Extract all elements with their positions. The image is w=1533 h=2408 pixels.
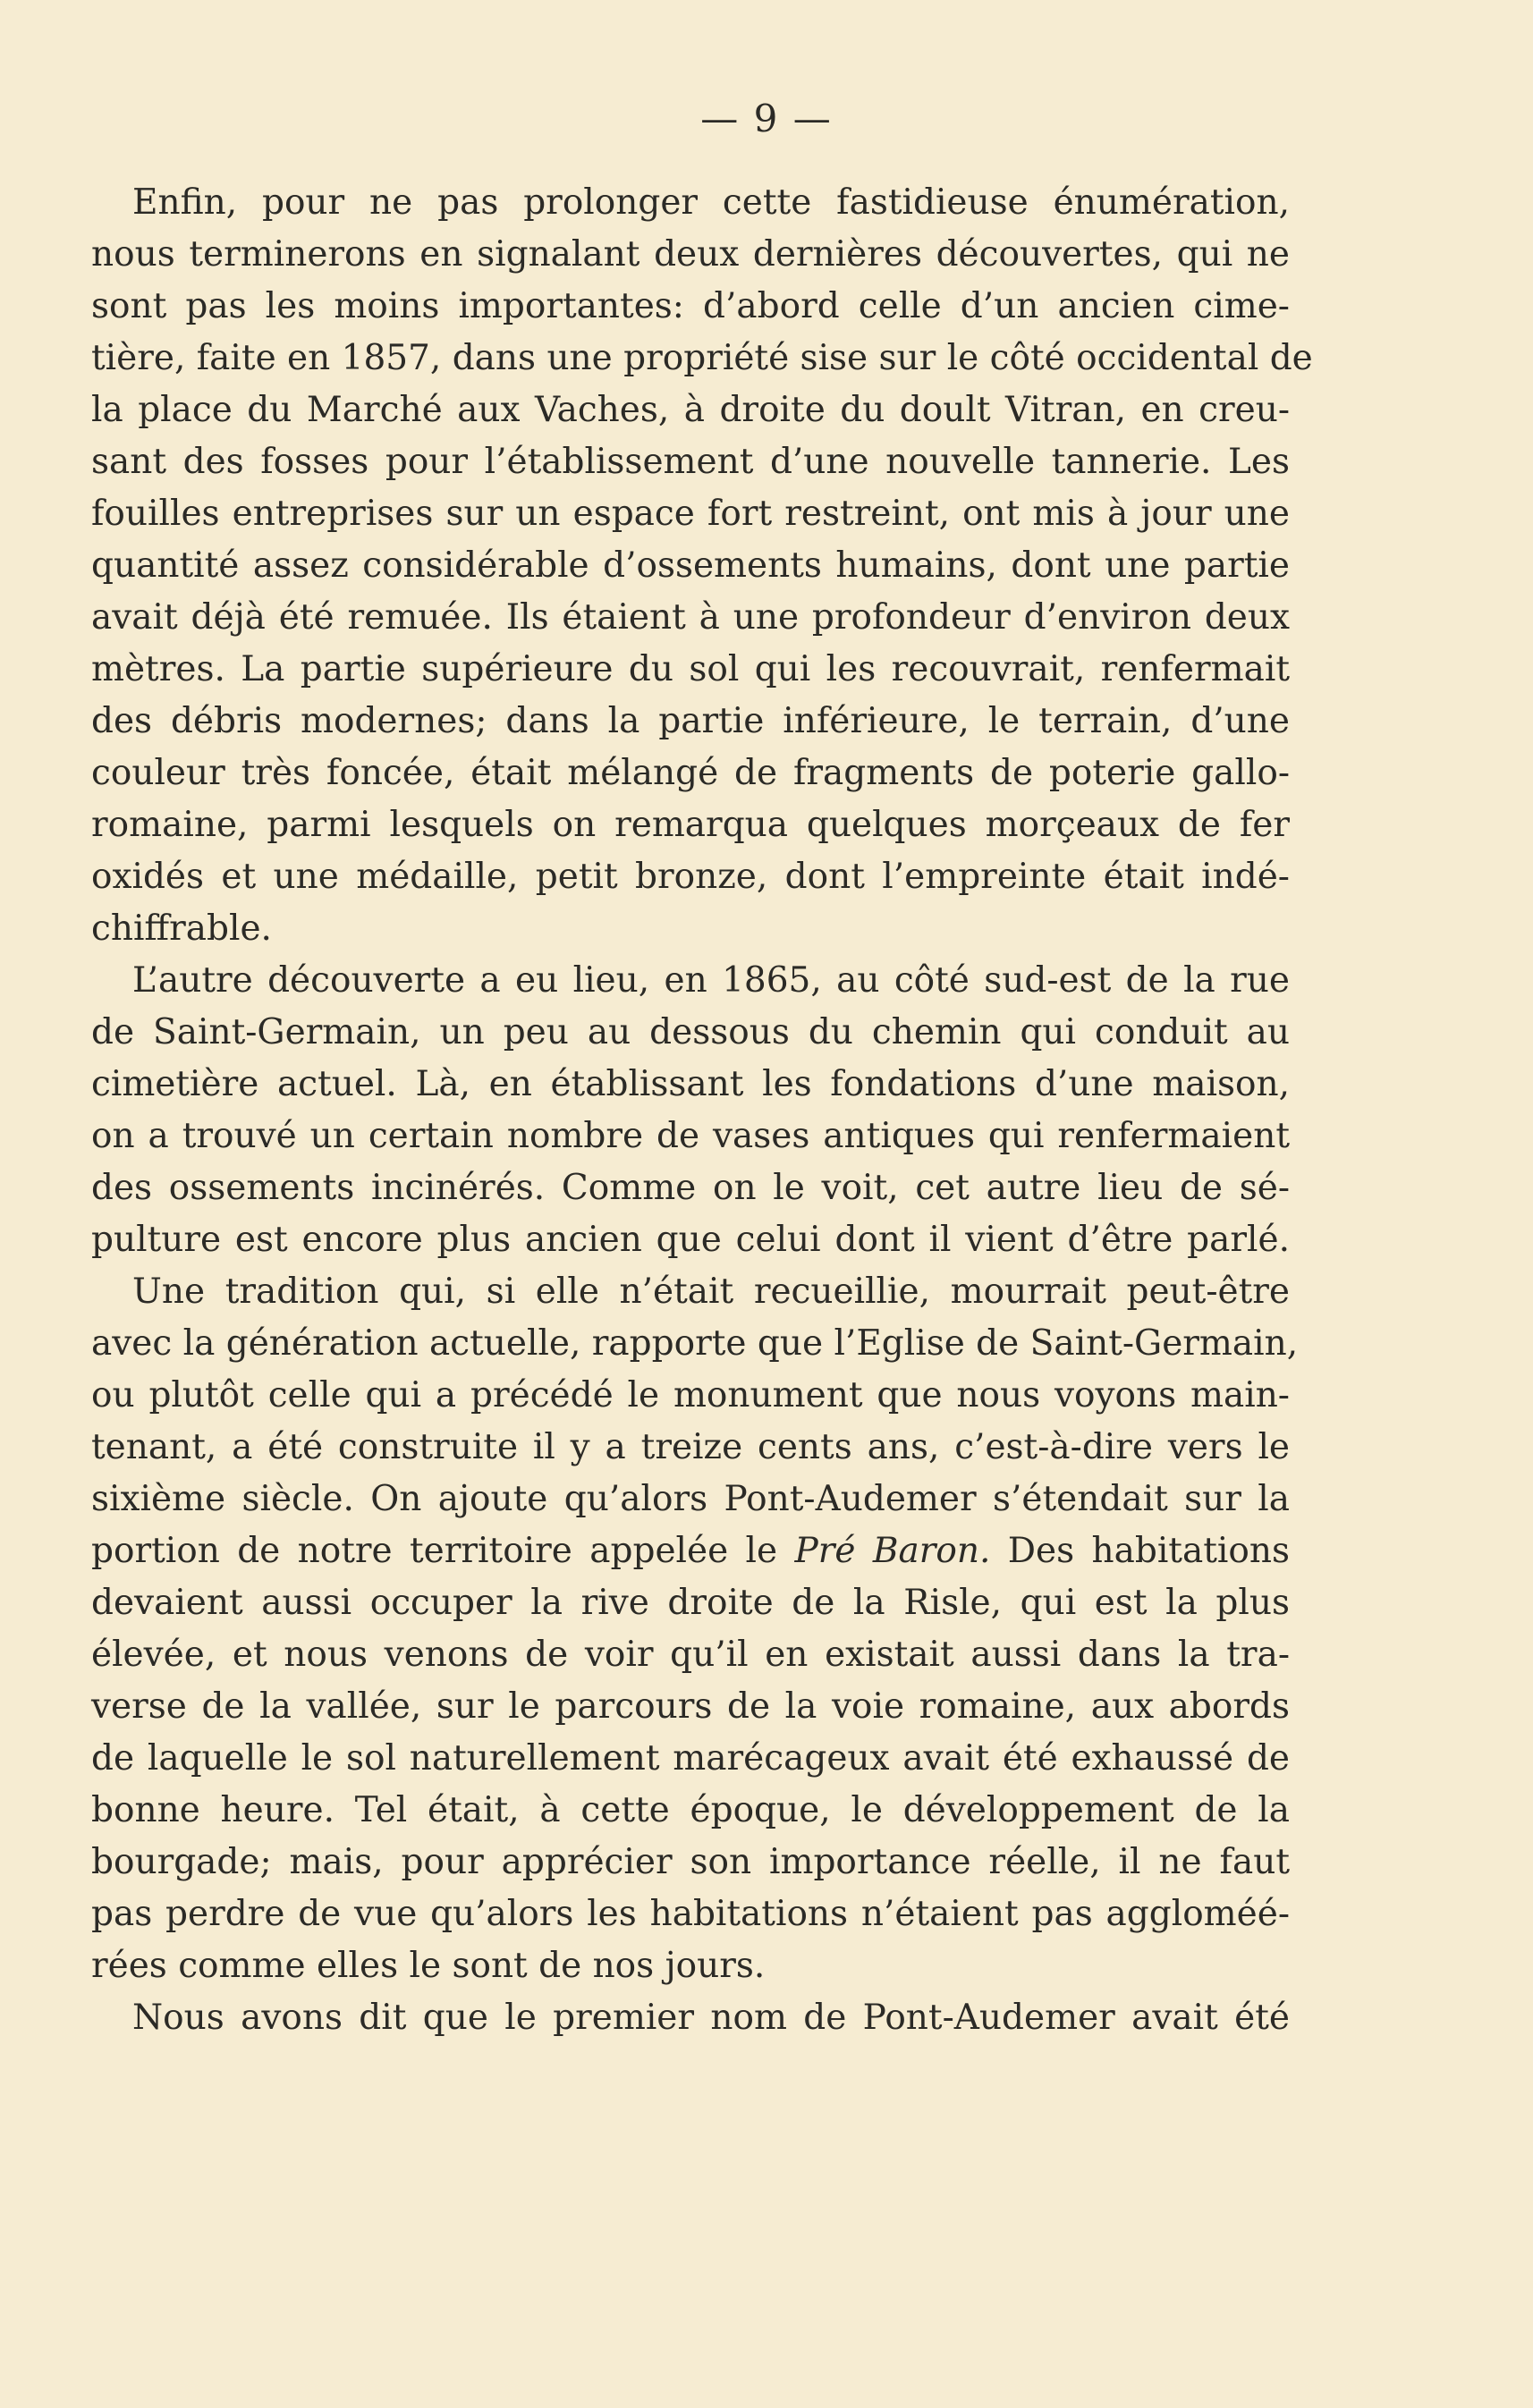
text-line: pulture est encore plus ancien que celui dont il vient d’être parlé. [91,1220,1290,1260]
text-line: sixième siècle. On ajoute qu’alors Pont-Audemer s’étendait sur la [91,1479,1290,1519]
text-line: on a trouvé un certain nombre de vases antiques qui renfermaient [91,1116,1290,1156]
text-line: chiffrable. [91,908,272,949]
text-line: verse de la vallée, sur le parcours de la voie romaine, aux abords [91,1686,1290,1727]
text-line: tenant, a été construite il y a treize cents ans, c’est-à-dire vers le [91,1427,1290,1467]
text-line: bourgade; mais, pour apprécier son importance réelle, il ne faut [91,1842,1290,1882]
text-line: mètres. La partie supérieure du sol qui les recouvrait, renfermait [91,649,1290,689]
text-line: nous terminerons en signalant deux dernières découvertes, qui ne [91,234,1290,275]
text-line: tière, faite en 1857, dans une propriété sise sur le côté occidental de [91,338,1313,378]
text-line: fouilles entreprises sur un espace fort restreint, ont mis à jour une [91,494,1290,534]
text-line: cimetière actuel. Là, en établissant les fondations d’une maison, [91,1064,1290,1104]
text-line: ou plutôt celle qui a précédé le monument que nous voyons main- [91,1375,1290,1415]
body-text [91,177,1313,2044]
text-line: sant des fosses pour l’établissement d’une nouvelle tannerie. Les [91,442,1290,482]
text-line: de laquelle le sol naturellement marécageux avait été exhaussé de [91,1738,1290,1779]
text-line: avec la génération actuelle, rapporte que l’Eglise de Saint-Germain, [91,1323,1299,1364]
text-line: oxidés et une médaille, petit bronze, dont l’empreinte était indé- [91,857,1290,897]
text-line: romaine, parmi lesquels on remarqua quelques morçeaux de fer [91,805,1290,845]
text-line: couleur très foncée, était mélangé de fragments de poterie gallo- [91,753,1290,793]
text-line: Nous avons dit que le premier nom de Pont-Audemer avait été [132,1998,1290,2038]
text-line: pas perdre de vue qu’alors les habitations n’étaient pas aggloméé- [91,1894,1290,1934]
text-line: des débris modernes; dans la partie inférieure, le terrain, d’une [91,701,1290,741]
text-line: avait déjà été remuée. Ils étaient à une profondeur d’environ deux [91,597,1290,638]
text-line: rées comme elles le sont de nos jours. [91,1946,766,1986]
text-line: quantité assez considérable d’ossements humains, dont une partie [91,545,1290,586]
page-number: — 9 — [700,97,833,140]
text-line: des ossements incinérés. Comme on le voit, cet autre lieu de sé- [91,1168,1290,1208]
text-line: sont pas les moins importantes: d’abord celle d’un ancien cime- [91,286,1290,326]
text-line: Une tradition qui, si elle n’était recueillie, mourrait peut-être [132,1272,1290,1312]
text-line: la place du Marché aux Vaches, à droite du doult Vitran, en creu- [91,390,1290,430]
text-line: de Saint-Germain, un peu au dessous du chemin qui conduit au [91,1012,1290,1052]
text-line: Enfin, pour ne pas prolonger cette fastidieuse énumération, [132,182,1290,223]
text-line: L’autre découverte a eu lieu, en 1865, au côté sud-est de la rue [132,960,1290,1001]
italic-place-name: Pré Baron. [794,1531,991,1571]
text-line: devaient aussi occuper la rive droite de la Risle, qui est la plus [91,1583,1290,1623]
text-line: bonne heure. Tel était, à cette époque, le développement de la [91,1790,1290,1830]
text-line: portion de notre territoire appelée le Pré Baron. Des habitations [91,1531,1290,1571]
text-line: élevée, et nous venons de voir qu’il en existait aussi dans la tra- [91,1635,1290,1675]
